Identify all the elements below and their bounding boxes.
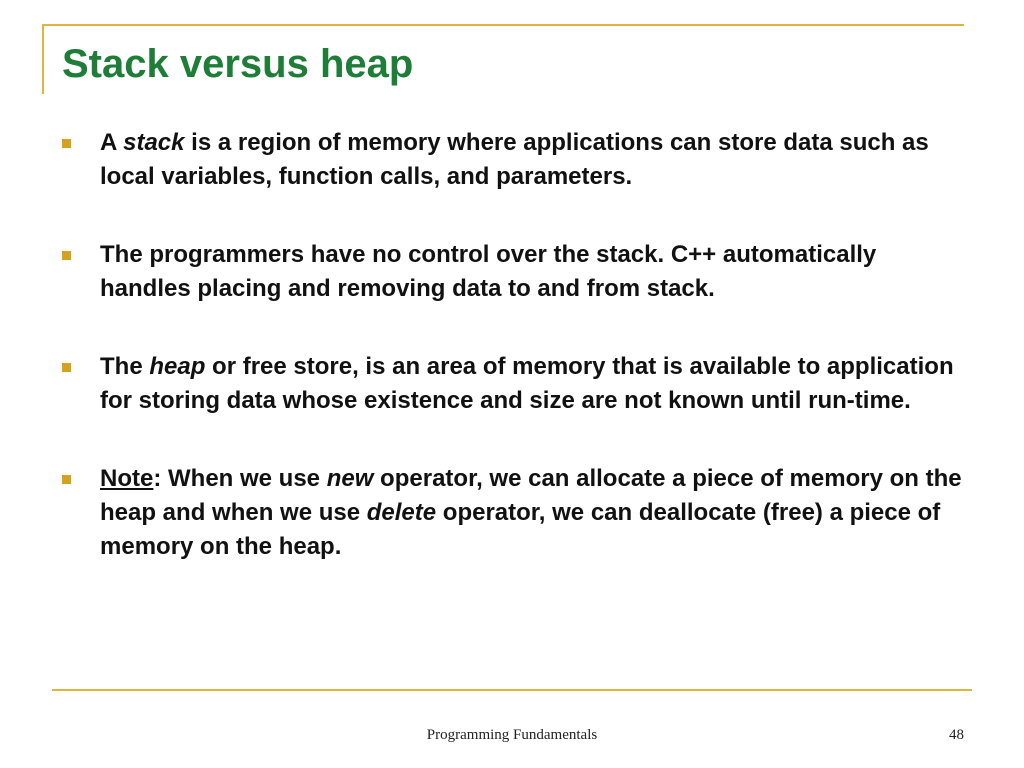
bullet-text: [100, 465, 962, 560]
footer-rule: [52, 689, 972, 691]
bullet-segment: The programmers have no control over the stack. C++ automatically handles placing and removing data to and from stack.: [100, 241, 877, 302]
bullet-italic-segment: heap: [149, 353, 206, 380]
bullet-square-icon: [62, 363, 71, 372]
bullet-segment: The: [100, 353, 150, 380]
bullet-item: [62, 462, 962, 564]
bullet-square-icon: [62, 251, 71, 260]
bullet-list: [62, 126, 962, 608]
bullet-square-icon: [62, 139, 71, 148]
left-frame-line: [42, 24, 44, 94]
bullet-item: [62, 238, 962, 306]
bullet-underlined-segment: Note: [100, 465, 154, 492]
bullet-italic-segment: new: [326, 465, 374, 492]
bullet-segment: A: [100, 129, 124, 156]
top-frame-line: [42, 24, 964, 26]
footer-title: Programming Fundamentals: [426, 727, 598, 743]
bullet-italic-segment: delete: [366, 499, 437, 526]
bullet-square-icon: [62, 475, 71, 484]
bullet-item: [62, 350, 962, 418]
page-number: 48: [949, 727, 964, 743]
slide-title: Stack versus heap: [62, 42, 414, 86]
bullet-segment: operator, we can deallocate (free) a piece of memory on the heap.: [100, 499, 941, 560]
bullet-text: [100, 129, 929, 190]
bullet-text: [100, 353, 954, 414]
bullet-text: [100, 241, 876, 302]
bullet-segment: : When we use: [153, 465, 327, 492]
bullet-segment: or free store, is an area of memory that is available to application for storing data whose existence and size are not known until run-time.: [100, 353, 954, 414]
bullet-item: [62, 126, 962, 194]
bullet-segment: is a region of memory where applications can store data such as local variables, function calls, and parameters.: [100, 129, 929, 190]
bullet-italic-segment: stack: [123, 129, 185, 156]
bullet-segment: operator, we can allocate a piece of memory on the heap and when we use: [100, 465, 962, 526]
